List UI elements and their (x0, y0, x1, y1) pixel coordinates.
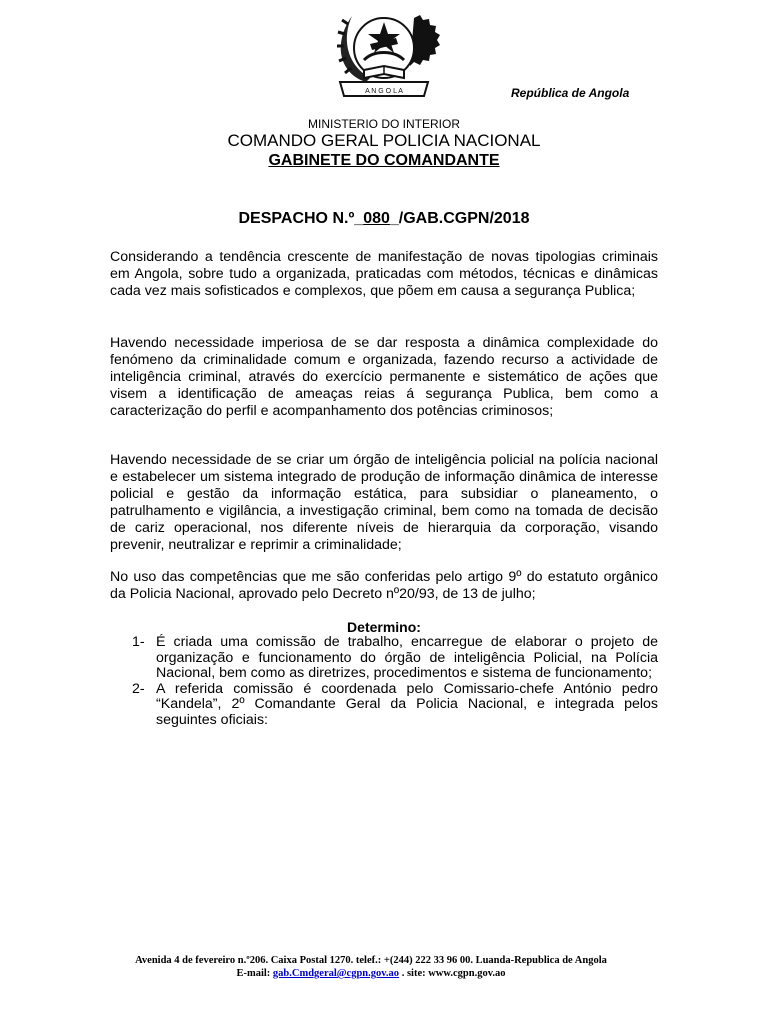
list-item-text: A referida comissão é coordenada pelo Comissario-chefe António pedro “Kandela”, 2º Comandante Geral da Policia Nacional, e integrada pelos seguintes oficiais: (156, 680, 658, 728)
list-item (110, 682, 658, 729)
paragraph-1: Considerando a tendência crescente de manifestação de novas tipologias criminais em Angola, sobre tudo a organizada, praticadas com métodos, técnicas e dinâmicas cada vez mais sofisticados e complexos, que põem em causa a segurança Publica; (110, 249, 658, 300)
despacho-title (0, 210, 768, 228)
paragraph-3: Havendo necessidade de se criar um órgão de inteligência policial na polícia nacional e estabelecer um sistema integrado de produção de informação dinâmica de interesse policial e gestão da informação estática, para subsidiar o planeamento, o patrulhamento e vigilância, a investigação criminal, bem como na tomada de decisão de cariz operacional, nos diferente níveis de hierarquia da corporação, visando prevenir, neutralizar e reprimir a criminalidade; (110, 452, 658, 554)
footer (0, 954, 742, 980)
ministry-heading: MINISTERIO DO INTERIOR (307, 117, 460, 131)
footer-address: Avenida 4 de fevereiro n.º206. Caixa Postal 1270. telef.: +(244) 222 33 96 00. Luanda-Republica de Angola (135, 955, 607, 966)
list-item (110, 635, 658, 682)
list-item-marker: 1- (132, 634, 145, 650)
command-heading: COMANDO GERAL POLICIA NACIONAL (227, 131, 541, 150)
footer-email-link[interactable]: gab.Cmdgeral@cgpn.gov.ao (272, 968, 400, 979)
footer-site: . site: www.cgpn.gov.ao (399, 968, 506, 979)
republic-label: República de Angola (511, 86, 630, 100)
paragraph-4: No uso das competências que me são conferidas pelo artigo 9º do estatuto orgânico da Policia Nacional, aprovado pelo Decreto nº20/93, de 13 de julho; (110, 569, 658, 603)
footer-contact (0, 967, 742, 980)
cabinet-heading: GABINETE DO COMANDANTE (268, 152, 500, 169)
determino-heading: Determino: (347, 619, 421, 635)
list-item-text: É criada uma comissão de trabalho, encarregue de elaborar o projeto de organização e funcionamento do órgão de inteligência Policial, na Polícia Nacional, bem como as diretrizes, procedimentos e sistema de funcionamento; (156, 634, 658, 681)
emblem-banner-text: A N G O L A (365, 88, 403, 95)
determination-list (110, 635, 658, 728)
despacho-suffix: _/GAB.CGPN/2018 (389, 210, 530, 227)
footer-email-label: E-mail: (236, 968, 271, 979)
angola-coat-of-arms (318, 4, 450, 100)
list-item-marker: 2- (132, 680, 145, 697)
despacho-prefix: DESPACHO N.º_ (238, 210, 364, 227)
despacho-number: 080 (363, 210, 390, 227)
paragraph-2: Havendo necessidade imperiosa de se dar resposta a dinâmica complexidade do fenómeno da criminalidade comum e organizada, fazendo recurso a actividade de inteligência criminal, através do exercício permanente e sistemático de ações que visem a identificação de ameaças reias á segurança Publica, bem como a caracterização do perfil e acompanhamento dos potências criminosos; (110, 335, 658, 420)
